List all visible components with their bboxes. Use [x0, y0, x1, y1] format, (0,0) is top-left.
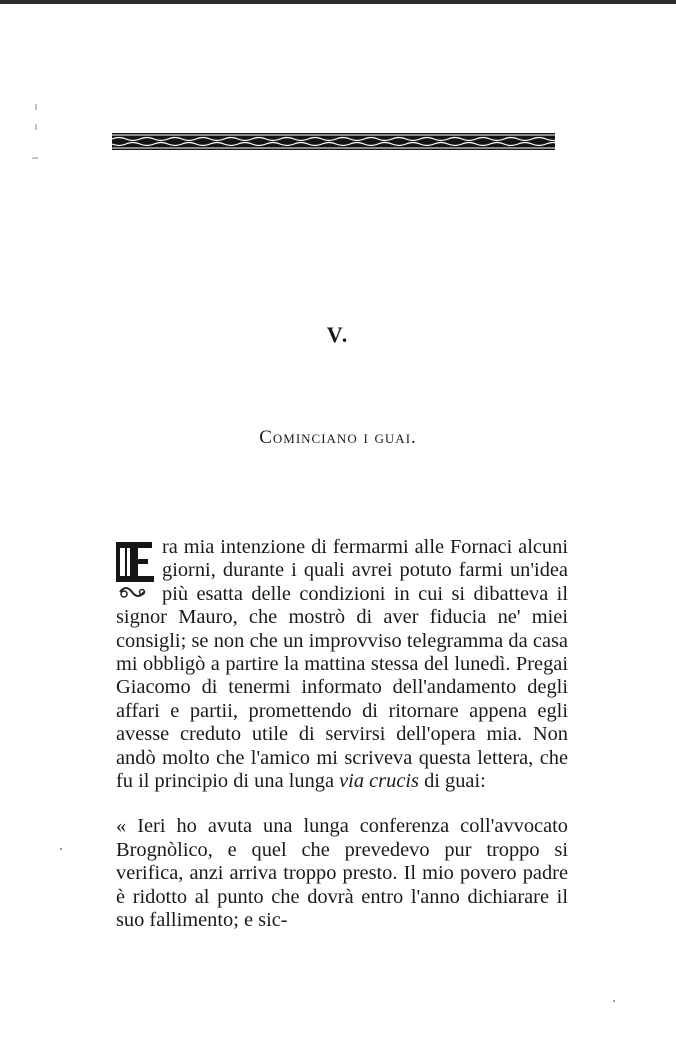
- paragraph-1-italic: via crucis: [339, 770, 419, 793]
- print-speck: [613, 1000, 615, 1002]
- ornamental-header-band: [112, 133, 555, 150]
- body-text: [116, 536, 568, 933]
- chapter-title: Cominciano i guai.: [259, 427, 417, 448]
- paragraph-2: « Ieri ho avuta una lunga conferenza coll'avvocato Brognòlico, e quel che prevedevo pur troppo si verifica, anzi arriva troppo presto. Il mio povero padre è ridotto al punto che dovrà entro l'anno dichiarare il suo fallimento; e sic-: [116, 815, 568, 932]
- paragraph-1-text: ra mia intenzione di fermarmi alle Fornaci alcuni giorni, durante i quali avrei potuto farmi un'idea più esatta delle condizioni in cui si dibatteva il signor Mauro, che mostrò di aver fiducia ne' miei consigli; se non che un improvviso telegramma da casa mi obbligò a partire la mattina stessa del lunedì. Pregai Giacomo di tenermi informato dell'andamento degli affari e partii, promettendo di ritornare appena egli avesse creduto utile di servirsi dell'opera mia. Non andò molto che l'amico mi scriveva questa lettera, che fu il principio di una lunga: [116, 536, 568, 793]
- decorative-initial: [114, 540, 156, 604]
- paragraph-1: [116, 536, 568, 793]
- page-top-edge: [0, 0, 676, 4]
- chapter-number: V.: [326, 322, 350, 347]
- paragraph-1-end: di guai:: [418, 770, 486, 793]
- print-speck: [60, 848, 62, 850]
- margin-marks: [30, 100, 42, 170]
